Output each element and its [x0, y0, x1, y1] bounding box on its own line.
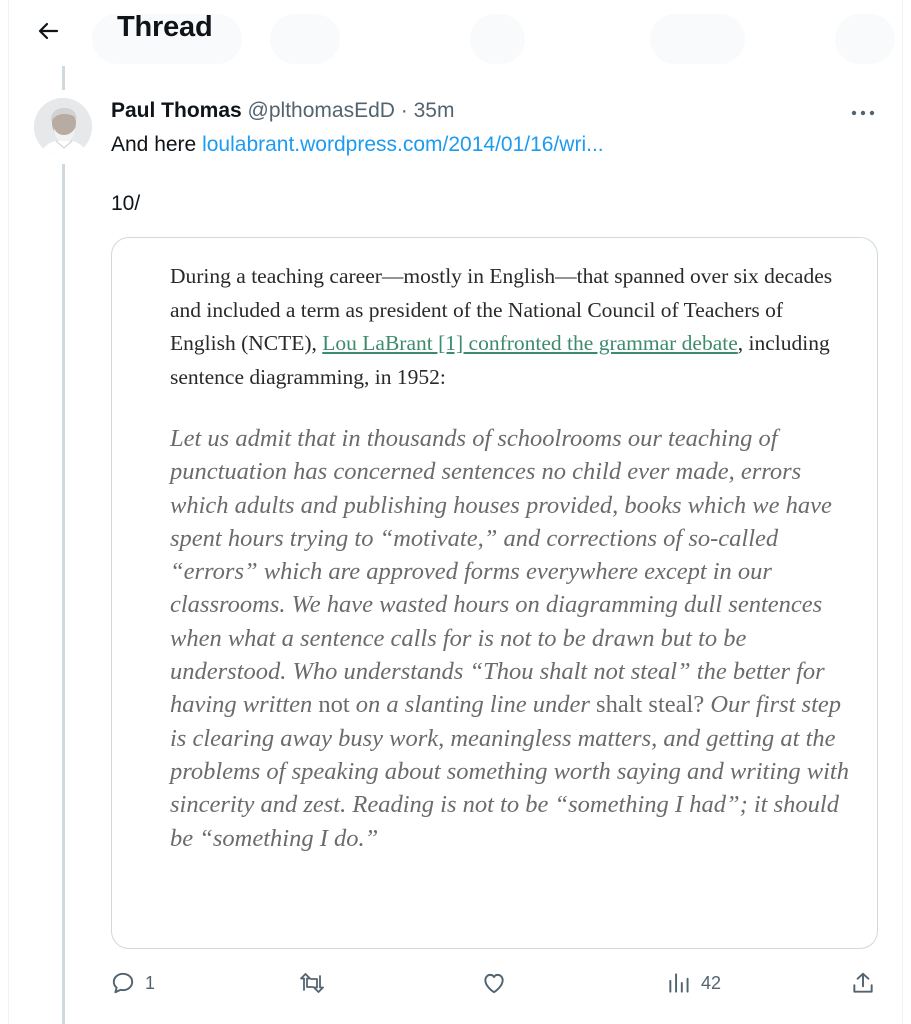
quote-part-3: Our first step is clearing away busy work, meaningless matters, and getting at the problems of speaking about something worth saying and writing with sincerity and zest. Reading is not to be “something I had”; it should be “something I do.” — [170, 691, 849, 852]
meta-separator: · — [400, 99, 408, 122]
thread-header — [0, 0, 911, 60]
share-button[interactable] — [850, 960, 876, 1006]
avatar[interactable] — [34, 98, 92, 156]
page-title: Thread — [117, 11, 213, 43]
author-handle[interactable]: @plthomasEdD — [247, 99, 395, 122]
retweet-button[interactable] — [298, 960, 326, 1006]
excerpt-intro — [170, 260, 850, 394]
like-button[interactable] — [481, 960, 507, 1006]
tweet-text — [111, 132, 604, 158]
header-backdrop-shape — [650, 14, 745, 64]
back-arrow-icon — [36, 19, 60, 43]
tweet-actions — [0, 960, 911, 1006]
author-name[interactable]: Paul Thomas — [111, 99, 242, 122]
column-right-border — [902, 0, 903, 1024]
tweet-text-prefix: And here — [111, 133, 197, 156]
quote-part-2: on a slanting line under — [355, 691, 590, 719]
header-backdrop-shape — [270, 14, 340, 64]
reply-count: 1 — [145, 972, 156, 993]
excerpt-link: Lou LaBrant [1] confronted the grammar debate — [322, 331, 738, 355]
views-count: 42 — [701, 972, 722, 993]
excerpt-quote — [170, 422, 850, 855]
tweet-header — [111, 99, 454, 123]
column-left-border — [8, 0, 9, 1024]
more-icon — [848, 106, 878, 120]
views-button[interactable] — [666, 960, 721, 1006]
reply-button[interactable] — [110, 960, 155, 1006]
excerpt-intro-tail: , including sentence diagramming, in 1952: — [170, 331, 830, 389]
avatar-photo — [34, 98, 92, 156]
analytics-icon — [666, 970, 692, 996]
article-excerpt — [170, 260, 850, 855]
tweet-timestamp[interactable]: 35m — [413, 99, 455, 122]
more-options-button[interactable] — [848, 106, 878, 120]
retweet-icon — [298, 970, 326, 996]
thread-index: 10/ — [111, 192, 141, 215]
share-icon — [850, 970, 876, 996]
quote-part-1: Let us admit that in thousands of schoolrooms our teaching of punctuation has concerned sentences no child ever made, errors which adults and publishing houses provided, books which we have spent hours trying to “motivate,” and corrections of so-called “errors” which are approved forms everywhere except in our classrooms. We have wasted hours on diagramming dull sentences when what a sentence calls for is not to be drawn but to be understood. Who understands “Thou shalt not steal” the better for having written — [170, 425, 832, 719]
quote-upright-shalt: shalt steal? — [596, 691, 705, 719]
quote-upright-not: not — [318, 691, 350, 719]
back-button[interactable] — [28, 13, 68, 49]
thread-connector-bottom — [62, 164, 65, 1024]
header-backdrop-shape — [470, 14, 525, 64]
reply-icon — [110, 970, 136, 996]
heart-icon — [481, 970, 507, 996]
thread-connector-top — [62, 66, 65, 90]
header-backdrop-shape — [835, 14, 895, 64]
tweet-link[interactable]: loulabrant.wordpress.com/2014/01/16/wri... — [202, 133, 604, 156]
media-card[interactable] — [111, 237, 878, 949]
excerpt-intro-text: During a teaching career—mostly in English—that spanned over six decades and included a term as president of the National Council of Teachers of English (NCTE), — [170, 264, 833, 355]
